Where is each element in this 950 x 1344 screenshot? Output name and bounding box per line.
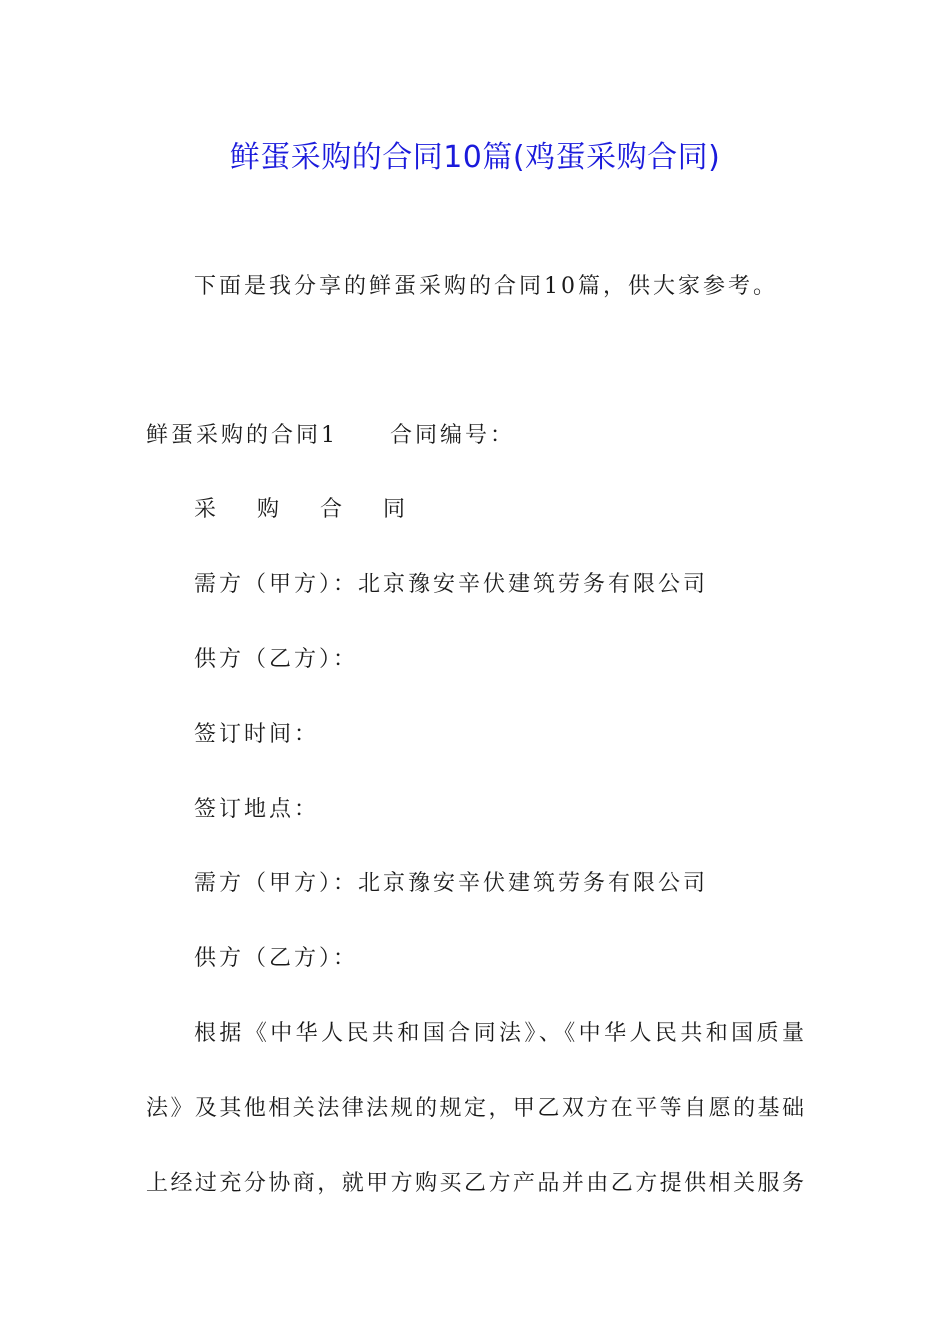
paragraph-line: 法》及其他相关法律法规的规定，甲乙双方在平等自愿的基础 [146,1096,804,1121]
paragraph-line: 根据《中华人民共和国合同法》、《中华人民共和国质量 [194,1021,804,1046]
buyer-line-repeat: 需方（甲方）：北京豫安辛伏建筑劳务有限公司 [194,871,709,896]
buyer-line: 需方（甲方）：北京豫安辛伏建筑劳务有限公司 [194,572,709,597]
signing-place-line: 签订地点： [194,797,320,822]
contract-number-label: 合同编号： [390,423,516,448]
section-heading-row [146,421,515,451]
supplier-line: 供方（乙方）： [194,647,359,672]
document-title: 鲜蛋采购的合同10篇(鸡蛋采购合同) [229,140,721,175]
signing-time-line: 签订时间： [194,722,320,747]
paragraph-line: 上经过充分协商，就甲方购买乙方产品并由乙方提供相关服务 [146,1171,804,1196]
intro-text: 下面是我分享的鲜蛋采购的合同10篇，供大家参考。 [194,274,778,299]
supplier-line-repeat: 供方（乙方）： [194,946,359,971]
section-heading: 鲜蛋采购的合同1 [146,423,338,448]
contract-title: 采 购 合 同 [194,497,422,522]
